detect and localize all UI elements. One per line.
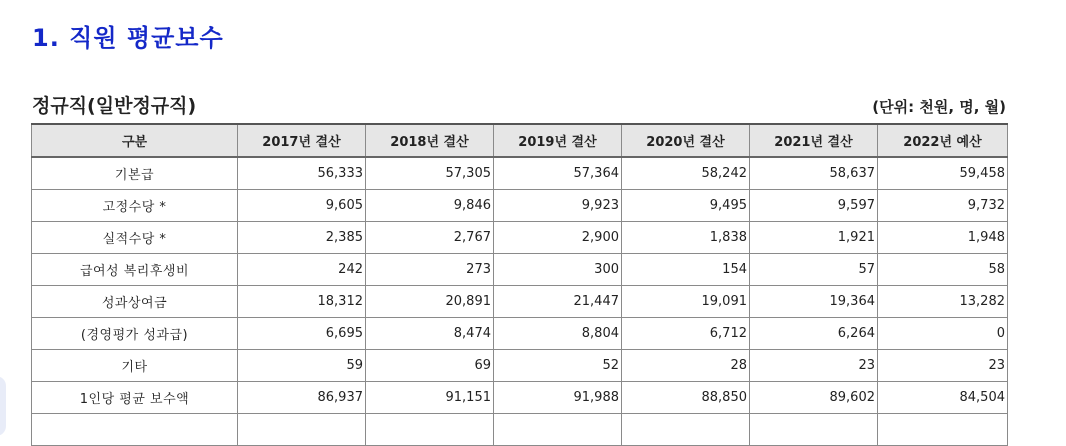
cell-value: 1,838 <box>622 222 750 254</box>
cell-value: 59,458 <box>878 157 1008 190</box>
cell-value: 86,937 <box>238 382 366 414</box>
cell-value <box>366 414 494 446</box>
cell-value: 2,900 <box>494 222 622 254</box>
cell-value: 242 <box>238 254 366 286</box>
cell-value: 1,948 <box>878 222 1008 254</box>
cell-value: 8,474 <box>366 318 494 350</box>
row-label <box>32 414 238 446</box>
table-row <box>32 318 1008 350</box>
cell-value: 273 <box>366 254 494 286</box>
cell-value <box>750 414 878 446</box>
cell-value: 300 <box>494 254 622 286</box>
salary-table <box>31 123 1008 446</box>
table-row <box>32 382 1008 414</box>
cell-value <box>494 414 622 446</box>
cell-value: 9,605 <box>238 190 366 222</box>
cell-value: 1,921 <box>750 222 878 254</box>
cell-value: 52 <box>494 350 622 382</box>
cell-value: 9,495 <box>622 190 750 222</box>
cell-value: 2,767 <box>366 222 494 254</box>
cell-value: 6,695 <box>238 318 366 350</box>
cell-value: 23 <box>750 350 878 382</box>
cell-value: 91,988 <box>494 382 622 414</box>
cell-value: 8,804 <box>494 318 622 350</box>
cell-value: 6,264 <box>750 318 878 350</box>
cell-value: 6,712 <box>622 318 750 350</box>
table-header-row <box>32 124 1008 157</box>
column-header-2018: 2018년 결산 <box>366 124 494 157</box>
cell-value <box>622 414 750 446</box>
column-header-2020: 2020년 결산 <box>622 124 750 157</box>
table-row <box>32 254 1008 286</box>
cell-value <box>878 414 1008 446</box>
cell-value: 58 <box>878 254 1008 286</box>
cell-value: 13,282 <box>878 286 1008 318</box>
column-header-2019: 2019년 결산 <box>494 124 622 157</box>
cell-value: 18,312 <box>238 286 366 318</box>
cell-value: 56,333 <box>238 157 366 190</box>
cell-value: 0 <box>878 318 1008 350</box>
row-label: 기타 <box>32 350 238 382</box>
row-label: 성과상여금 <box>32 286 238 318</box>
cell-value: 23 <box>878 350 1008 382</box>
column-header-2021: 2021년 결산 <box>750 124 878 157</box>
cell-value: 84,504 <box>878 382 1008 414</box>
cell-value: 19,364 <box>750 286 878 318</box>
row-label: (경영평가 성과급) <box>32 318 238 350</box>
page-title: 1. 직원 평균보수 <box>32 24 224 52</box>
cell-value: 88,850 <box>622 382 750 414</box>
row-label: 고정수당 * <box>32 190 238 222</box>
section-title: 정규직(일반정규직) <box>32 95 197 117</box>
cell-value: 57,364 <box>494 157 622 190</box>
cell-value: 59 <box>238 350 366 382</box>
cell-value: 28 <box>622 350 750 382</box>
row-label: 기본급 <box>32 157 238 190</box>
table-row <box>32 222 1008 254</box>
cell-value: 57,305 <box>366 157 494 190</box>
cell-value: 9,732 <box>878 190 1008 222</box>
table-row <box>32 286 1008 318</box>
cell-value: 69 <box>366 350 494 382</box>
cell-value: 91,151 <box>366 382 494 414</box>
cell-value: 20,891 <box>366 286 494 318</box>
table-row <box>32 157 1008 190</box>
row-label: 급여성 복리후생비 <box>32 254 238 286</box>
table-row <box>32 190 1008 222</box>
cell-value: 154 <box>622 254 750 286</box>
left-edge-accent <box>0 376 6 436</box>
cell-value: 9,846 <box>366 190 494 222</box>
cell-value: 58,637 <box>750 157 878 190</box>
row-label: 실적수당 * <box>32 222 238 254</box>
cell-value: 57 <box>750 254 878 286</box>
unit-note: (단위: 천원, 명, 월) <box>872 98 1006 116</box>
column-header-2022: 2022년 예산 <box>878 124 1008 157</box>
cell-value: 58,242 <box>622 157 750 190</box>
cell-value: 9,597 <box>750 190 878 222</box>
cell-value: 9,923 <box>494 190 622 222</box>
row-label: 1인당 평균 보수액 <box>32 382 238 414</box>
cell-value: 2,385 <box>238 222 366 254</box>
column-header-category: 구분 <box>32 124 238 157</box>
cell-value: 89,602 <box>750 382 878 414</box>
table-row <box>32 414 1008 446</box>
cell-value: 19,091 <box>622 286 750 318</box>
cell-value: 21,447 <box>494 286 622 318</box>
cell-value <box>238 414 366 446</box>
table-row <box>32 350 1008 382</box>
column-header-2017: 2017년 결산 <box>238 124 366 157</box>
